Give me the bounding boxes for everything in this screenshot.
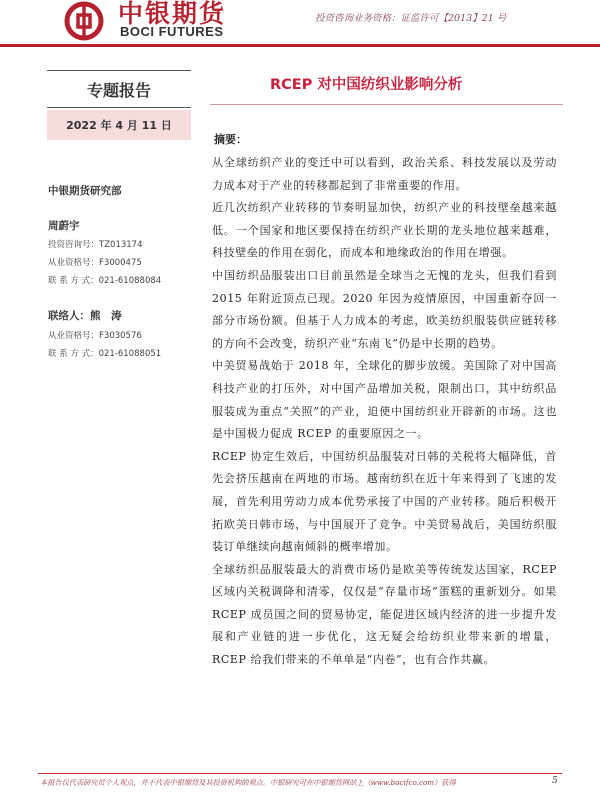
analyst-consult-no xyxy=(48,238,142,250)
contact-qualification-no-label: 从业资格号： xyxy=(48,331,100,341)
contact-phone xyxy=(48,347,161,359)
contact-phone-value: 021-61088051 xyxy=(98,349,162,359)
abstract-heading: 摘要： xyxy=(214,133,247,146)
header-divider xyxy=(0,44,600,47)
title-divider xyxy=(210,104,563,105)
report-type-label: 专题报告 xyxy=(47,70,191,108)
abstract-paragraph: 全球纺织品服装最大的消费市场仍是欧美等传统发达国家，RCEP 区域内关税调降和清零，仅仅是“存量市场”蛋糕的重新划分。如果 RCEP 成员国之间的贸易协定，能促进区域内经济的进一步提升发展和产业链的进一步优化，这无疑会给纺织业带来新的增量，RCEP 给我们带来的不单单是“内卷”，也有合作共赢。 xyxy=(212,562,557,667)
analyst-qualification-no-value: F3000475 xyxy=(99,258,142,268)
footer-disclaimer: 本报告仅代表研究员个人观点，并不代表中银期货及其投资机构的观点。中银研究可在中银期货网站上（www.bocifco.com）获得 xyxy=(40,778,456,787)
abstract-paragraph: RCEP 协定生效后，中国纺织品服装对日韩的关税将大幅降低，首先会挤压越南在两地的市场。越南纺织在近十年来得到了飞速的发展，首先利用劳动力成本优势承接了中国的产业转移。随后积极开拓欧美日韩市场，与中国展开了竞争。中美贸易战后，美国纺织服装订单继续向越南倾斜的概率增加。 xyxy=(212,449,557,554)
analyst-name: 周蔚宇 xyxy=(48,220,80,232)
footer-divider xyxy=(38,773,562,774)
abstract-paragraph: 近几次纺织产业转移的节奏明显加快，纺织产业的科技壁垒越来越低。一个国家和地区要保持在纺织产业长期的龙头地位越来越难，科技壁垒的作用在弱化，而成本和地缘政治的作用在增强。 xyxy=(212,201,557,260)
analyst-consult-no-label: 投资咨询号： xyxy=(48,240,100,250)
analyst-consult-no-value: TZ013174 xyxy=(99,240,143,250)
analyst-qualification-no-label: 从业资格号： xyxy=(48,258,100,268)
boc-coin-logo-icon xyxy=(64,1,104,41)
license-statement: 投资咨询业务资格：证监许可【2013】21 号 xyxy=(315,13,507,24)
analyst-phone xyxy=(48,274,161,286)
page-number: 5 xyxy=(552,776,558,786)
abstract-paragraph: 中国纺织品服装出口目前虽然是全球当之无愧的龙头，但我们看到 2015 年附近顶点已现。2020 年因为疫情原因，中国重新夺回一部分市场份额。但基于人力成本的考虑，欧美纺织服装供应链转移的方向不会改变，纺织产业“东南飞”仍是中长期的趋势。 xyxy=(212,268,557,350)
contact-phone-label: 联 系 方 式： xyxy=(48,349,99,359)
contact-qualification-no xyxy=(48,329,142,341)
report-title: RCEP 对中国纺织业影响分析 xyxy=(270,77,463,93)
abstract-paragraph: 从全球纺织产业的变迁中可以看到，政治关系、科技发展以及劳动力成本对于产业的转移都起到了非常重要的作用。 xyxy=(212,156,557,192)
institute-name: 中银期货研究部 xyxy=(48,185,122,197)
report-date: 2022 年 4 月 11 日 xyxy=(47,110,191,140)
contact-qualification-no-value: F3030576 xyxy=(99,331,142,341)
abstract-paragraph: 中美贸易战始于 2018 年，全球化的脚步放缓。美国除了对中国高科技产业的打压外，对中国产品增加关税，限制出口，其中纺织品服装成为重点“关照”的产业，迫使中国纺织业开辟新的市场。这也是中国极力促成 RCEP 的重要原因之一。 xyxy=(212,359,557,441)
brand-name-english: BOCI FUTURES xyxy=(120,24,224,39)
analyst-phone-label: 联 系 方 式： xyxy=(48,276,99,286)
contact-person: 联络人：熊 涛 xyxy=(48,310,122,322)
brand-name-chinese: 中银期货 xyxy=(118,0,227,28)
analyst-qualification-no xyxy=(48,256,142,268)
abstract-body xyxy=(212,152,557,672)
analyst-phone-value: 021-61088084 xyxy=(98,276,162,286)
